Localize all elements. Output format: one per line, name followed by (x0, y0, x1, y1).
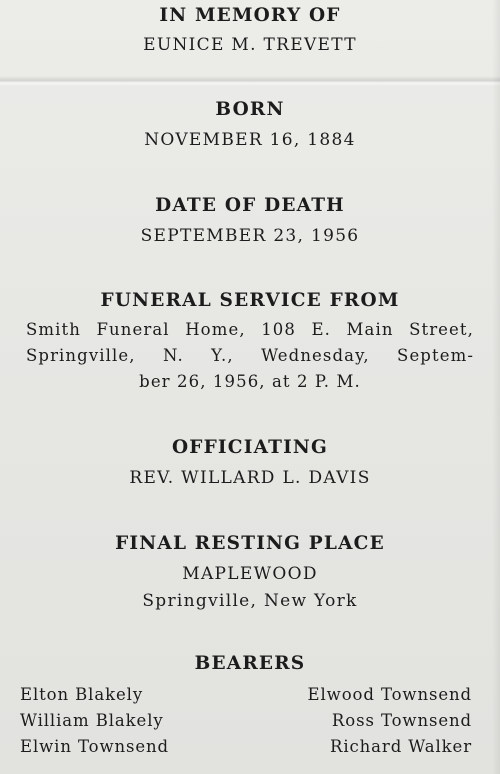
deceased-name: EUNICE M. TREVETT (143, 35, 357, 55)
resting-place-location: Springville, New York (142, 591, 358, 611)
service-line-1: Smith Funeral Home, 108 E. Main Street, (26, 320, 474, 339)
bearers-right-column (308, 682, 472, 760)
birth-date: NOVEMBER 16, 1884 (144, 130, 356, 150)
service-line-2: Springville, N. Y., Wednesday, Septem- (26, 346, 474, 365)
service-details (26, 317, 474, 395)
officiant-name: REV. WILLARD L. DAVIS (129, 468, 371, 488)
born-heading: BORN (215, 99, 285, 120)
bearers-heading: BEARERS (194, 653, 306, 674)
paper-fold (0, 76, 500, 86)
bearer-name: William Blakely (20, 711, 164, 730)
bearer-name: Elton Blakely (20, 685, 144, 704)
service-heading: FUNERAL SERVICE FROM (100, 290, 400, 311)
death-date: SEPTEMBER 23, 1956 (140, 226, 360, 246)
bearer-name: Richard Walker (330, 737, 472, 756)
death-heading: DATE OF DEATH (155, 195, 345, 216)
resting-place-name: MAPLEWOOD (182, 564, 318, 584)
officiating-heading: OFFICIATING (171, 437, 329, 458)
service-line-3: ber 26, 1956, at 2 P. M. (139, 372, 361, 391)
bearer-name: Ross Townsend (331, 711, 472, 730)
resting-place-heading: FINAL RESTING PLACE (115, 533, 385, 554)
memorial-heading: IN MEMORY OF (159, 5, 341, 26)
bearer-name: Elwood Townsend (307, 685, 472, 704)
bearer-name: Elwin Townsend (20, 737, 170, 756)
bearers-left-column (20, 682, 169, 760)
